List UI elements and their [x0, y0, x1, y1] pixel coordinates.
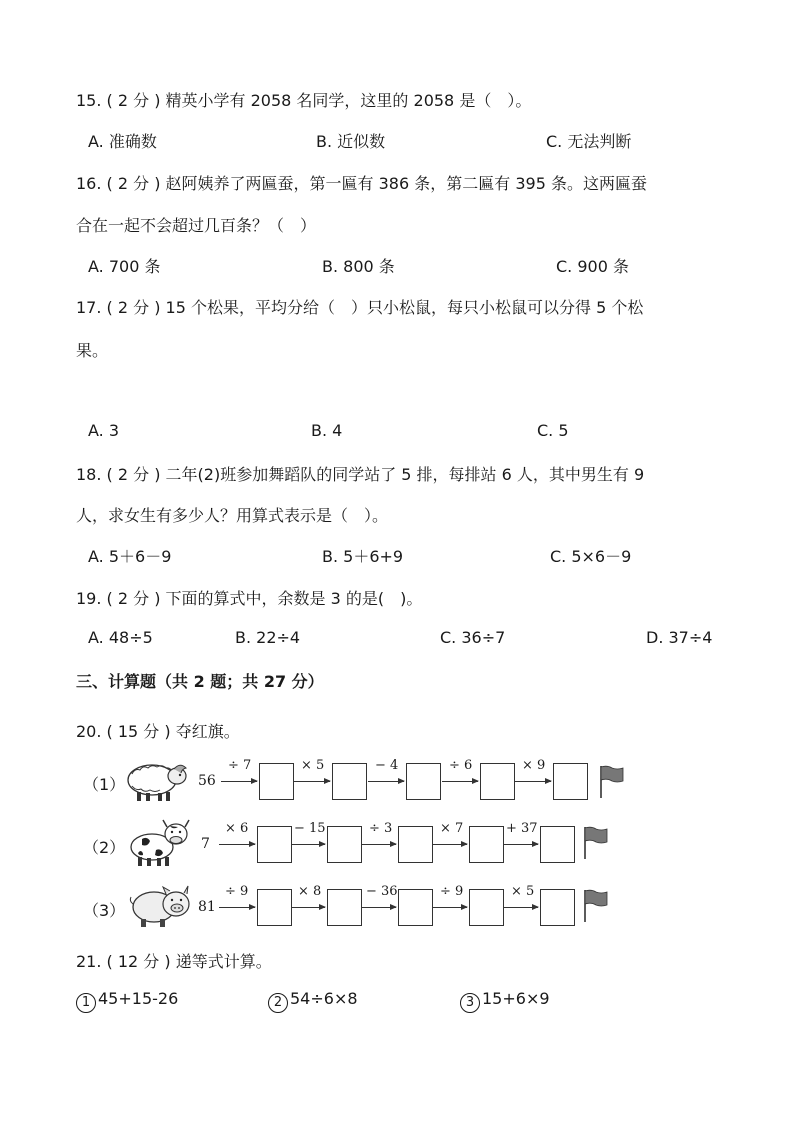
- chain-1-op-4: ÷ 6: [449, 758, 473, 773]
- section-3-heading: 三、计算题（共 2 题；共 27 分）: [76, 672, 324, 691]
- q17-option-b: B. 4: [311, 421, 343, 440]
- q17-option-a: A. 3: [88, 421, 120, 440]
- chain-2-answer-box-4[interactable]: [469, 826, 504, 863]
- q21-expression-2: 54÷6×8: [290, 989, 358, 1008]
- chain-1-answer-box-5[interactable]: [553, 763, 588, 800]
- chain-2-arrow-5: [504, 844, 538, 845]
- q15-option-b: B. 近似数: [316, 132, 386, 151]
- chain-3-label: （3）: [83, 901, 126, 920]
- chain-2-answer-box-3[interactable]: [398, 826, 433, 863]
- chain-3-arrow-3: [362, 907, 396, 908]
- q18-option-b: B. 5＋6+9: [322, 547, 404, 566]
- chain-2-arrow-2: [291, 844, 325, 845]
- chain-2-arrow-3: [362, 844, 396, 845]
- chain-2-arrow-4: [433, 844, 467, 845]
- q19-option-b: B. 22÷4: [235, 628, 301, 647]
- chain-3-answer-box-3[interactable]: [398, 889, 433, 926]
- chain-1-arrow-1: [221, 781, 257, 782]
- chain-2-op-5: + 37: [506, 821, 538, 836]
- chain-1-start-number: 56: [198, 773, 216, 789]
- cow-icon: [126, 817, 194, 869]
- chain-1: [0, 752, 794, 812]
- chain-1-op-2: × 5: [301, 758, 325, 773]
- chain-3-arrow-1: [219, 907, 255, 908]
- q15-option-c: C. 无法判断: [546, 132, 632, 151]
- chain-1-op-3: − 4: [375, 758, 399, 773]
- q21-expression-1: 45+15-26: [98, 989, 179, 1008]
- red-flag-icon: [582, 825, 610, 861]
- question-21: 21. ( 12 分 ) 递等式计算。: [76, 952, 272, 971]
- question-17-line-1: 17. ( 2 分 ) 15 个松果，平均分给（ ）只小松鼠，每只小松鼠可以分得 5 个松: [76, 298, 644, 317]
- circled-number: 2: [268, 993, 288, 1013]
- chain-2-op-1: × 6: [225, 821, 249, 836]
- chain-3-answer-box-5[interactable]: [540, 889, 575, 926]
- circled-number: 1: [76, 993, 96, 1013]
- question-16-line-1: 16. ( 2 分 ) 赵阿姨养了两匾蚕，第一匾有 386 条，第二匾有 395 条。这两匾蚕: [76, 174, 647, 193]
- question-18-line-1: 18. ( 2 分 ) 二年(2)班参加舞蹈队的同学站了 5 排，每排站 6 人，其中男生有 9: [76, 465, 645, 484]
- q16-option-c: C. 900 条: [556, 257, 629, 276]
- question-18-line-2: 人，求女生有多少人？用算式表示是（ ）。: [76, 506, 389, 525]
- chain-3-arrow-4: [433, 907, 467, 908]
- q21-item-3: [460, 989, 550, 1013]
- question-17-line-2: 果。: [76, 341, 109, 360]
- q21-expression-3: 15+6×9: [482, 989, 550, 1008]
- chain-3-answer-box-2[interactable]: [327, 889, 362, 926]
- chain-1-answer-box-2[interactable]: [332, 763, 367, 800]
- chain-2-op-4: × 7: [440, 821, 464, 836]
- chain-1-answer-box-4[interactable]: [480, 763, 515, 800]
- chain-1-label: （1）: [83, 775, 126, 794]
- question-19: 19. ( 2 分 ) 下面的算式中，余数是 3 的是( )。: [76, 589, 423, 608]
- chain-3-start-number: 81: [198, 899, 216, 915]
- question-16-line-2: 合在一起不会超过几百条？（ ）: [76, 216, 317, 235]
- q19-option-c: C. 36÷7: [440, 628, 506, 647]
- q19-option-d: D. 37÷4: [646, 628, 713, 647]
- chain-1-answer-box-3[interactable]: [406, 763, 441, 800]
- q21-item-2: [268, 989, 358, 1013]
- chain-2-op-3: ÷ 3: [369, 821, 393, 836]
- chain-3-answer-box-1[interactable]: [257, 889, 292, 926]
- chain-2-arrow-1: [219, 844, 255, 845]
- red-flag-icon: [582, 888, 610, 924]
- chain-1-arrow-2: [294, 781, 330, 782]
- q18-option-c: C. 5×6－9: [550, 547, 632, 566]
- chain-3-answer-box-4[interactable]: [469, 889, 504, 926]
- chain-1-arrow-5: [515, 781, 551, 782]
- q15-option-a: A. 准确数: [88, 132, 157, 151]
- chain-1-answer-box-1[interactable]: [259, 763, 294, 800]
- question-15: 15. ( 2 分 ) 精英小学有 2058 名同学，这里的 2058 是（ ）。: [76, 91, 532, 110]
- chain-1-op-1: ÷ 7: [228, 758, 252, 773]
- chain-3-op-3: − 36: [366, 884, 398, 899]
- chain-3-op-2: × 8: [298, 884, 322, 899]
- chain-3-op-5: × 5: [511, 884, 535, 899]
- q17-option-c: C. 5: [537, 421, 569, 440]
- chain-2-label: （2）: [83, 838, 126, 857]
- chain-2-start-number: 7: [201, 836, 210, 852]
- chain-3-op-4: ÷ 9: [440, 884, 464, 899]
- circled-number: 3: [460, 993, 480, 1013]
- chain-3-op-1: ÷ 9: [225, 884, 249, 899]
- question-20: 20. ( 15 分 ) 夺红旗。: [76, 722, 240, 741]
- red-flag-icon: [598, 764, 626, 800]
- chain-2-op-2: − 15: [294, 821, 326, 836]
- sheep-icon: [122, 756, 192, 804]
- q21-item-1: [76, 989, 178, 1013]
- chain-2-answer-box-5[interactable]: [540, 826, 575, 863]
- chain-2: [0, 815, 794, 875]
- chain-3-arrow-2: [291, 907, 325, 908]
- chain-3: [0, 878, 794, 938]
- chain-1-op-5: × 9: [522, 758, 546, 773]
- chain-1-arrow-3: [368, 781, 404, 782]
- q16-option-a: A. 700 条: [88, 257, 161, 276]
- chain-3-arrow-5: [504, 907, 538, 908]
- q18-option-a: A. 5＋6－9: [88, 547, 172, 566]
- chain-1-arrow-4: [442, 781, 478, 782]
- chain-2-answer-box-1[interactable]: [257, 826, 292, 863]
- chain-2-answer-box-2[interactable]: [327, 826, 362, 863]
- q19-option-a: A. 48÷5: [88, 628, 153, 647]
- pig-icon: [128, 882, 194, 930]
- q16-option-b: B. 800 条: [322, 257, 395, 276]
